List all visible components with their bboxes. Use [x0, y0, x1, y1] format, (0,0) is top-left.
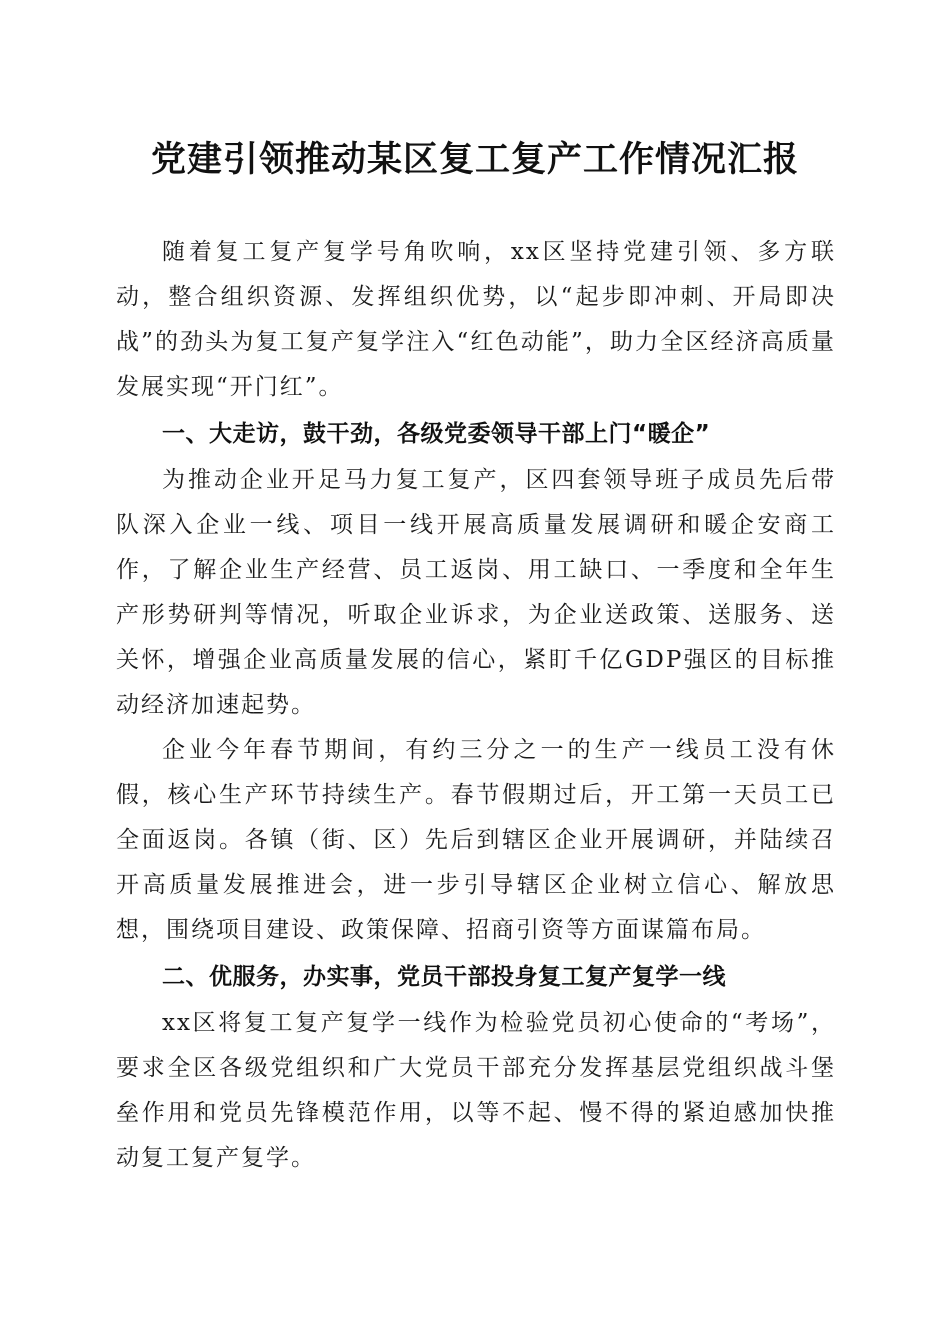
intro-paragraph: 随着复工复产复学号角吹响，xx区坚持党建引领、多方联动，整合组织资源、发挥组织优势，以“起步即冲刺、开局即决战”的劲头为复工复产复学注入“红色动能”，助力全区经济高质量发展实现“开门红”。 — [116, 239, 836, 400]
document-title: 党建引领推动某区复工复产工作情况汇报 — [150, 139, 799, 180]
section-1-paragraph-1: 为推动企业开足马力复工复产，区四套领导班子成员先后带队深入企业一线、项目一线开展高质量发展调研和暖企安商工作，了解企业生产经营、员工返岗、用工缺口、一季度和全年生产形势研判等情况，听取企业诉求，为企业送政策、送服务、送关怀，增强企业高质量发展的信心，紧盯千亿GDP强区的目标推动经济加速起势。 — [116, 467, 836, 718]
section-heading-2: 二、优服务，办实事，党员干部投身复工复产复学一线 — [162, 964, 726, 990]
document-body — [116, 230, 836, 1181]
section-heading-1: 一、大走访，鼓干劲，各级党委领导干部上门“暖企” — [162, 421, 711, 447]
section-1-paragraph-2: 企业今年春节期间，有约三分之一的生产一线员工没有休假，核心生产环节持续生产。春节假期过后，开工第一天员工已全面返岗。各镇（街、区）先后到辖区企业开展调研，并陆续召开高质量发展推进会，进一步引导辖区企业树立信心、解放思想，围绕项目建设、政策保障、招商引资等方面谋篇布局。 — [116, 737, 836, 943]
section-2-paragraph-1: xx区将复工复产复学一线作为检验党员初心使命的“考场”，要求全区各级党组织和广大党员干部充分发挥基层党组织战斗堡垒作用和党员先锋模范作用，以等不起、慢不得的紧迫感加快推动复工复产复学。 — [116, 1010, 836, 1171]
